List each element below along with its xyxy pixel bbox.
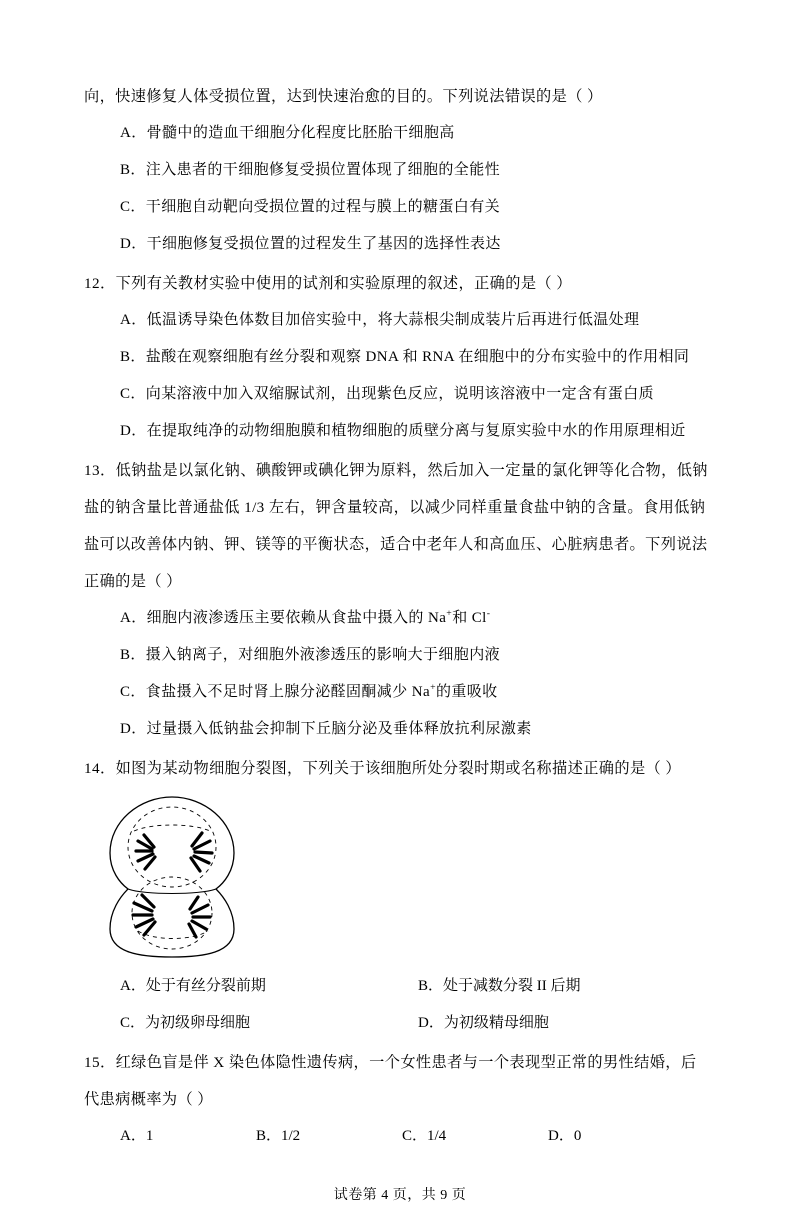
question-block-q15 xyxy=(84,1044,716,1155)
option-d: D．干细胞修复受损位置的过程发生了基因的选择性表达 xyxy=(120,236,501,252)
question-stem-line-1: 13．低钠盐是以氯化钠、碘酸钾或碘化钾为原料，然后加入一定量的氯化钾等化合物，低钠 xyxy=(84,462,708,479)
option-a: A．1 xyxy=(120,1128,154,1144)
question-block-q14 xyxy=(84,750,716,1042)
question-stem-line-4: 正确的是（ ） xyxy=(84,573,182,590)
option-a: A．低温诱导染色体数目加倍实验中，将大蒜根尖制成装片后再进行低温处理 xyxy=(120,312,640,328)
option-d: D．在提取纯净的动物细胞膜和植物细胞的质壁分离与复原实验中水的作用原理相近 xyxy=(120,423,686,439)
question-stem-line-1: 15．红绿色盲是伴 X 染色体隐性遗传病，一个女性患者与一个表现型正常的男性结婚，后 xyxy=(84,1054,697,1071)
question-stem: 14．如图为某动物细胞分裂图，下列关于该细胞所处分裂时期或名称描述正确的是（ ） xyxy=(84,760,681,777)
question-stem-line-3: 盐可以改善体内钠、钾、镁等的平衡状态，适合中老年人和高血压、心脏病患者。下列说法 xyxy=(84,536,708,553)
option-c: C．1/4 xyxy=(402,1128,447,1144)
option-b: B．注入患者的干细胞修复受损位置体现了细胞的全能性 xyxy=(120,162,501,178)
question-block-q11-continued xyxy=(84,78,716,263)
option-a: A．骨髓中的造血干细胞分化程度比胚胎干细胞高 xyxy=(120,125,455,141)
option-a: A．细胞内液渗透压主要依赖从食盐中摄入的 Na+和 Cl- xyxy=(120,608,491,626)
option-b: B．摄入钠离子，对细胞外液渗透压的影响大于细胞内液 xyxy=(120,647,501,663)
cell-division-diagram-icon xyxy=(92,791,252,961)
option-row-inline xyxy=(84,1118,716,1155)
option-c: C．食盐摄入不足时肾上腺分泌醛固酮减少 Na+的重吸收 xyxy=(120,682,498,700)
option-b: B．1/2 xyxy=(256,1128,301,1144)
question-block-q13 xyxy=(84,452,716,748)
question-block-q12 xyxy=(84,265,716,450)
option-c: C．为初级卵母细胞 xyxy=(120,1015,251,1031)
question-stem: 12．下列有关教材实验中使用的试剂和实验原理的叙述，正确的是（ ） xyxy=(84,275,572,292)
question-figure xyxy=(84,791,716,966)
option-b: B．处于减数分裂 II 后期 xyxy=(418,978,581,994)
option-d: D．0 xyxy=(548,1128,582,1144)
option-b: B．盐酸在观察细胞有丝分裂和观察 DNA 和 RNA 在细胞中的分布实验中的作用相同 xyxy=(120,349,690,365)
option-a: A．处于有丝分裂前期 xyxy=(120,978,266,994)
option-d: D．过量摄入低钠盐会抑制下丘脑分泌及垂体释放抗利尿激素 xyxy=(120,721,532,737)
question-stem: 向，快速修复人体受损位置，达到快速治愈的目的。下列说法错误的是（ ） xyxy=(84,88,603,105)
question-stem-line-2: 代患病概率为（ ） xyxy=(84,1091,213,1108)
option-d: D．为初级精母细胞 xyxy=(418,1015,549,1031)
option-row-1 xyxy=(84,968,716,1005)
option-row-2 xyxy=(84,1005,716,1042)
option-c: C．向某溶液中加入双缩脲试剂，出现紫色反应，说明该溶液中一定含有蛋白质 xyxy=(120,386,655,402)
option-c: C．干细胞自动靶向受损位置的过程与膜上的糖蛋白有关 xyxy=(120,199,501,215)
question-stem-line-2: 盐的钠含量比普通盐低 1/3 左右，钾含量较高，以减少同样重量食盐中钠的含量。食用低钠 xyxy=(84,499,706,516)
page-footer: 试卷第 4 页，共 9 页 xyxy=(333,1188,467,1203)
